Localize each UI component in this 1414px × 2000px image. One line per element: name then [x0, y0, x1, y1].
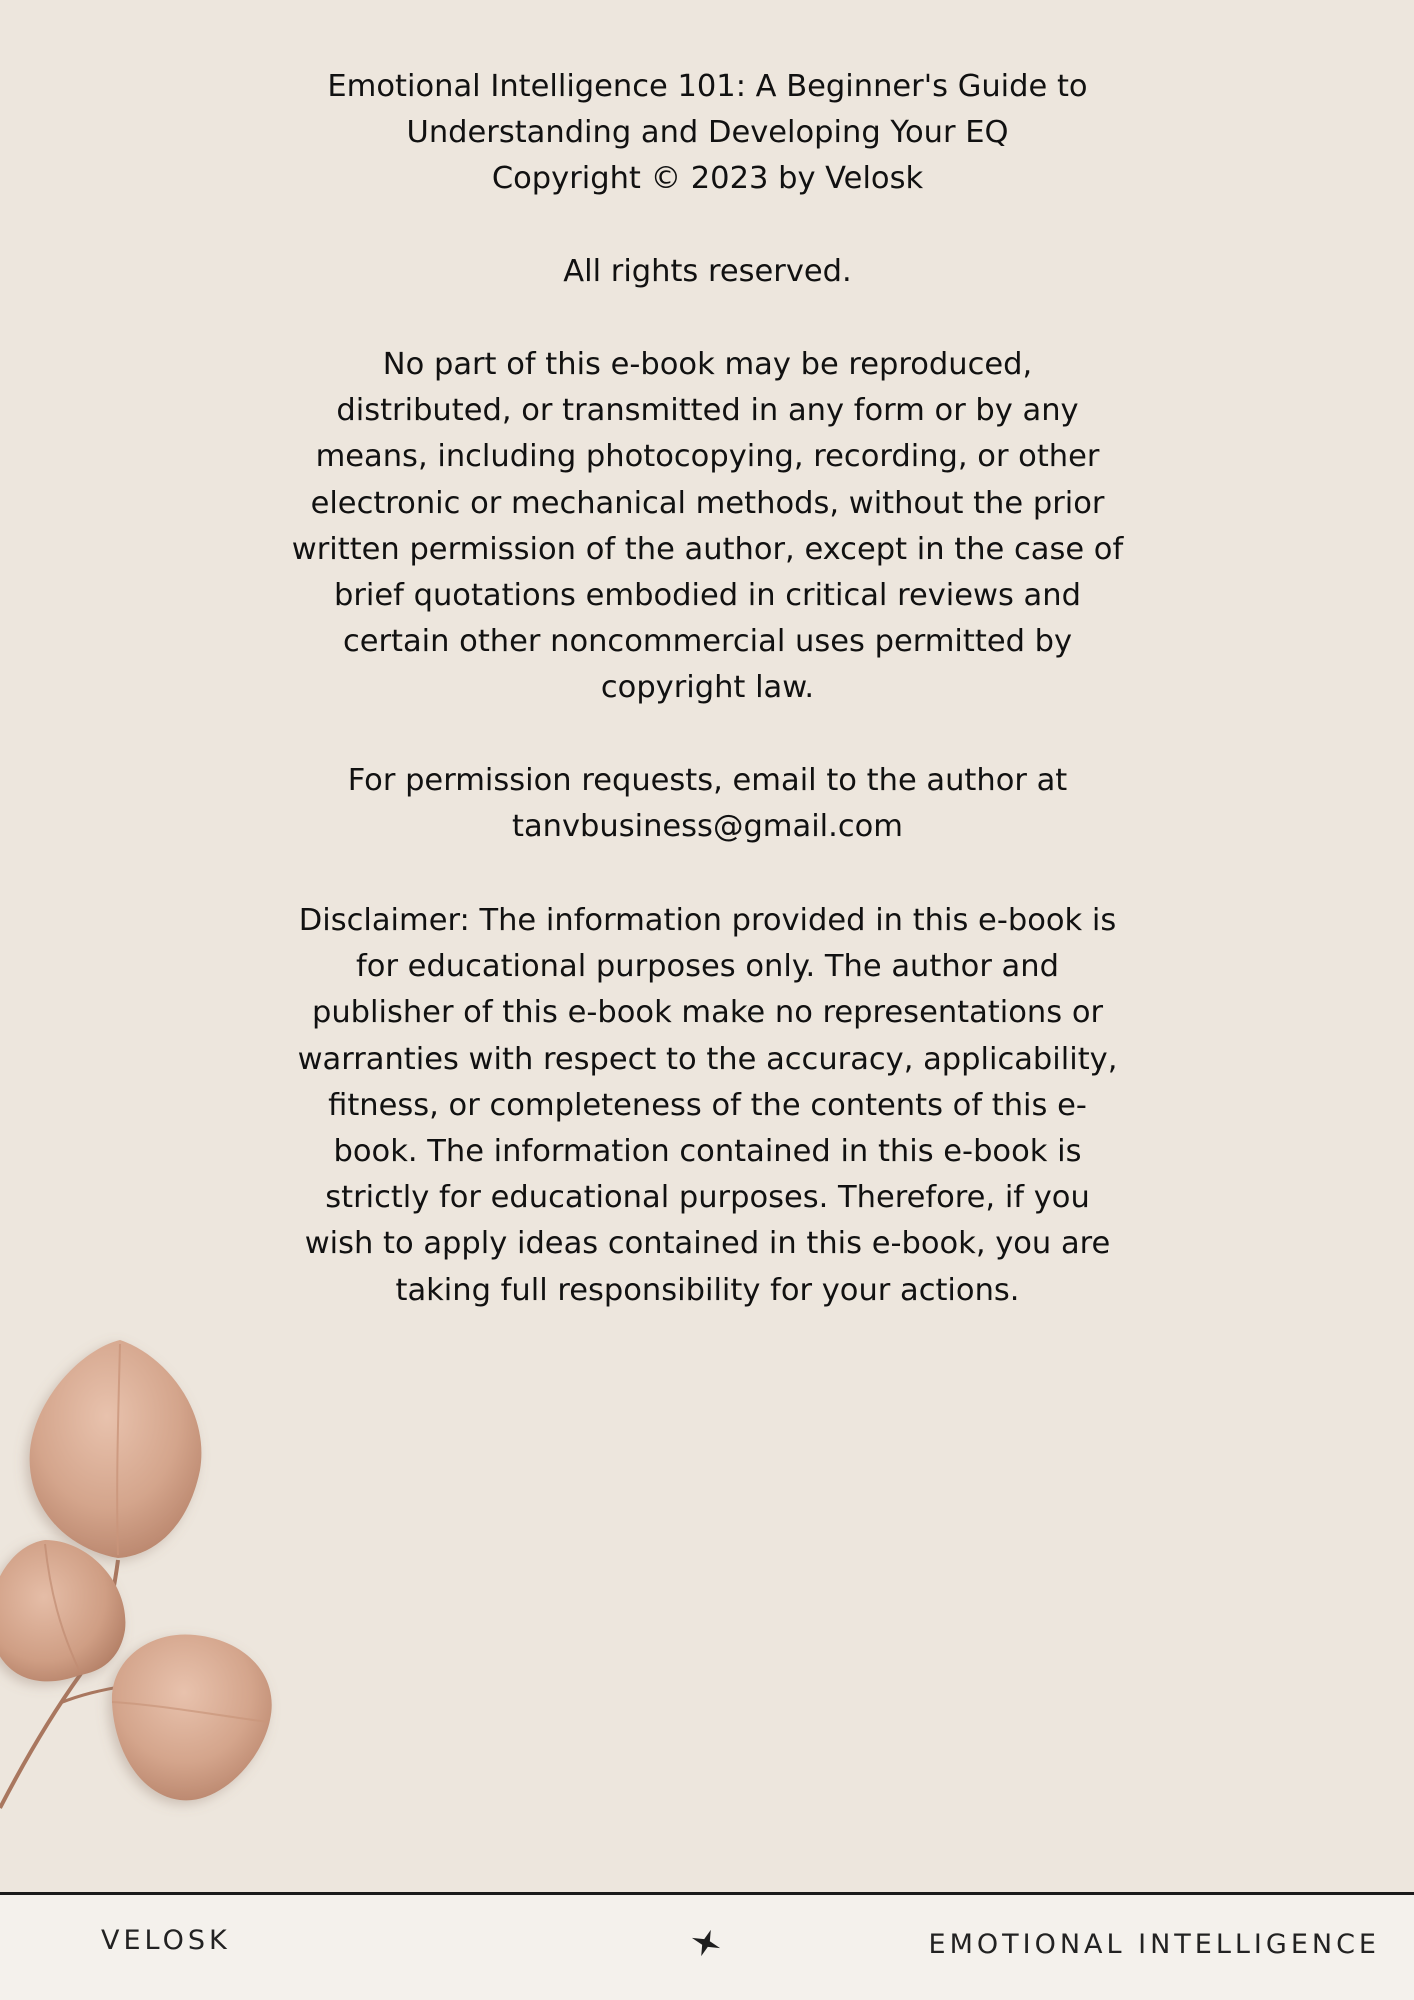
legal-line: certain other noncommercial uses permitted by	[342, 624, 1073, 660]
title-line: Emotional Intelligence 101: A Beginner's Guide to	[327, 69, 1088, 104]
rights-reserved	[220, 249, 1195, 295]
disclaimer-line: taking full responsibility for your actions.	[395, 1272, 1020, 1308]
disclaimer-line: publisher of this e-book make no representations or	[311, 995, 1104, 1031]
book-title-block	[220, 64, 1195, 203]
legal-line: electronic or mechanical methods, without the prior	[310, 485, 1105, 521]
page-footer	[0, 1892, 1414, 2000]
disclaimer-line: for educational purposes only. The author and	[356, 949, 1059, 985]
footer-book-title: EMOTIONAL INTELLIGENCE	[928, 1929, 1380, 1960]
legal-notice	[220, 342, 1195, 712]
legal-line: brief quotations embodied in critical reviews and	[334, 578, 1081, 614]
title-line: Understanding and Developing Your EQ	[406, 115, 1009, 151]
disclaimer	[220, 898, 1195, 1314]
copyright-line: Copyright © 2023 by Velosk	[491, 161, 924, 197]
permission-requests	[220, 758, 1195, 850]
disclaimer-line: Disclaimer: The information provided in this e-book is	[298, 903, 1117, 938]
four-point-star-icon	[688, 1925, 724, 1961]
legal-line: means, including photocopying, recording, or other	[315, 439, 1100, 475]
page-content	[220, 0, 1195, 1330]
rights-text: All rights reserved.	[563, 254, 852, 289]
eucalyptus-leaves-icon	[0, 1330, 290, 1820]
disclaimer-line: strictly for educational purposes. Therefore, if you	[325, 1180, 1090, 1216]
legal-line: written permission of the author, except in the case of	[291, 531, 1124, 567]
legal-line: distributed, or transmitted in any form or by any	[336, 393, 1079, 429]
disclaimer-line: wish to apply ideas contained in this e-book, you are	[304, 1226, 1111, 1262]
disclaimer-line: fitness, or completeness of the contents of this e-	[328, 1087, 1087, 1123]
disclaimer-line: warranties with respect to the accuracy, applicability,	[297, 1041, 1118, 1077]
legal-line: copyright law.	[600, 670, 815, 706]
author-email: tanvbusiness@gmail.com	[511, 809, 903, 845]
disclaimer-line: book. The information contained in this e-book is	[333, 1134, 1082, 1170]
permission-line: For permission requests, email to the author at	[347, 763, 1068, 798]
legal-line: No part of this e-book may be reproduced,	[382, 347, 1033, 382]
footer-brand: VELOSK	[101, 1925, 231, 1956]
